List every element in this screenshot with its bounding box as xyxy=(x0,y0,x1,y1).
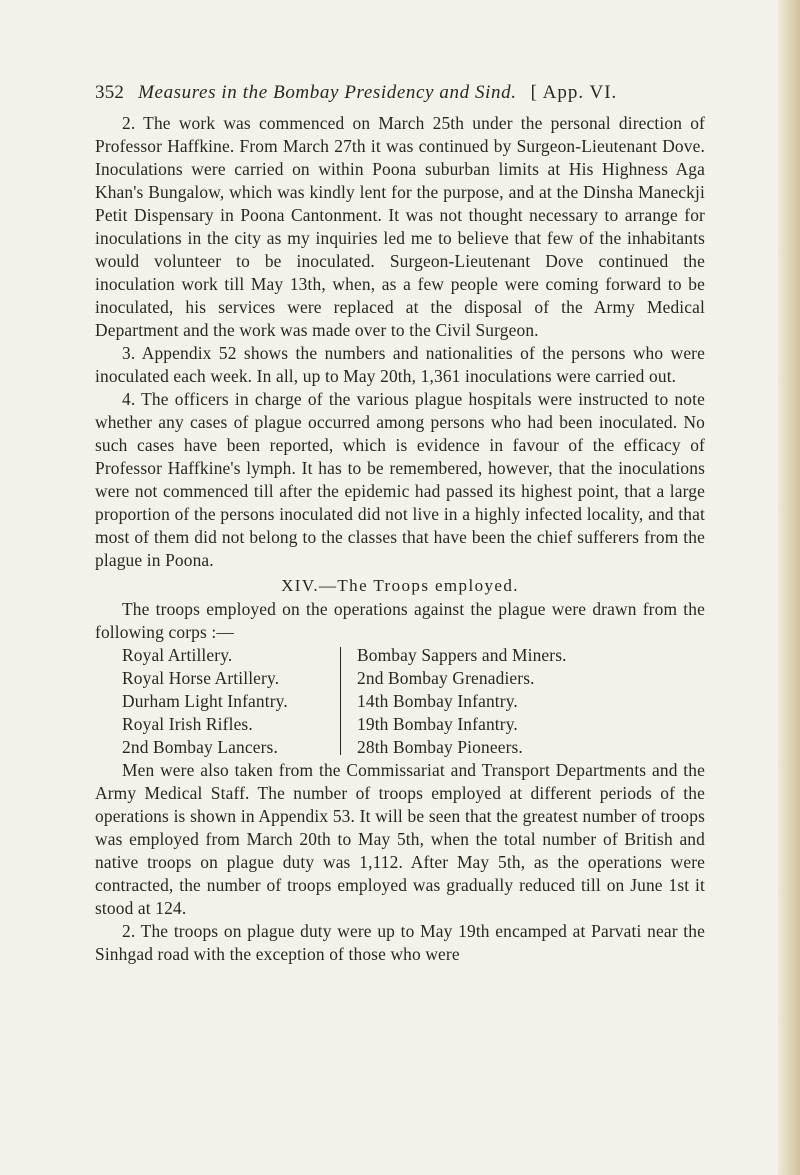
paragraph-other-departments: Men were also taken from the Commissariat and Transport Departments and the Army Medical Staff. The number of troops employed at different periods of the operations is shown in Appendix 53. It will be seen that the greatest number of troops was employed from March 20th to May 5th, when the total number of British and native troops on plague duty was 1,112. After May 5th, as the operations were contracted, the number of troops employed was gradually reduced till on June 1st it stood at 124. xyxy=(95,760,705,918)
corps-item: 19th Bombay Infantry. xyxy=(357,714,518,734)
body-text xyxy=(95,112,705,966)
page-number: 352 xyxy=(95,82,125,103)
corps-item: Royal Horse Artillery. xyxy=(122,668,280,688)
running-head-section: [ App. VI. xyxy=(530,82,618,103)
corps-item: 2nd Bombay Grenadiers. xyxy=(357,668,535,688)
paragraph-appendix-52: 3. Appendix 52 shows the numbers and nationalities of the persons who were inoculated each week. In all, up to May 20th, 1,361 inoculations were carried out. xyxy=(95,343,705,386)
corps-item: 2nd Bombay Lancers. xyxy=(122,737,278,757)
corps-item: Royal Irish Rifles. xyxy=(122,714,253,734)
corps-list xyxy=(122,644,678,759)
page-edge xyxy=(778,0,800,1175)
corps-item: 28th Bombay Pioneers. xyxy=(357,737,523,757)
paragraph-inoculation-work: 2. The work was commenced on March 25th under the personal direction of Professor Haffkine. From March 27th it was continued by Surgeon-Lieutenant Dove. Inoculations were carried on within Poona suburban limits at His Highness Aga Khan's Bungalow, which was kindly lent for the purpose, and at the Dinsha Maneckji Petit Dispensary in Poona Cantonment. It was not thought necessary to arrange for inoculations in the city as my inquiries led me to believe that few of the inhabitants would volunteer to be inoculated. Surgeon-Lieutenant Dove continued the inoculation work till May 13th, when, as a few people were coming forward to be inoculated, his services were replaced at the disposal of the Army Medical Department and the work was made over to the Civil Surgeon. xyxy=(95,113,705,340)
corps-item: 14th Bombay Infantry. xyxy=(357,691,518,711)
section-heading: XIV.—The Troops employed. xyxy=(281,576,519,595)
corps-list-right xyxy=(341,644,567,759)
paragraph-encampment: 2. The troops on plague duty were up to May 19th encamped at Parvati near the Sinhgad road with the exception of those who were xyxy=(95,921,705,964)
corps-item: Bombay Sappers and Miners. xyxy=(357,645,567,665)
paragraph-hospital-officers: 4. The officers in charge of the various plague hospitals were instructed to note whether any cases of plague occurred among persons who had been inoculated. No such cases have been reported, which is evidence in favour of the efficacy of Professor Haffkine's lymph. It has to be remembered, however, that the inoculations were not commenced till after the epidemic had passed its highest point, that a large proportion of the persons inoculated did not live in a highly infected locality, and that most of them did not belong to the classes that have been the chief sufferers from the plague in Poona. xyxy=(95,389,705,570)
book-page xyxy=(95,82,705,966)
running-head xyxy=(95,82,705,112)
running-head-title: Measures in the Bombay Presidency and Sind. xyxy=(138,82,517,103)
corps-item: Royal Artillery. xyxy=(122,645,233,665)
paragraph-troops-intro: The troops employed on the operations against the plague were drawn from the following corps :— xyxy=(95,599,705,642)
corps-item: Durham Light Infantry. xyxy=(122,691,288,711)
corps-list-left xyxy=(122,644,340,759)
